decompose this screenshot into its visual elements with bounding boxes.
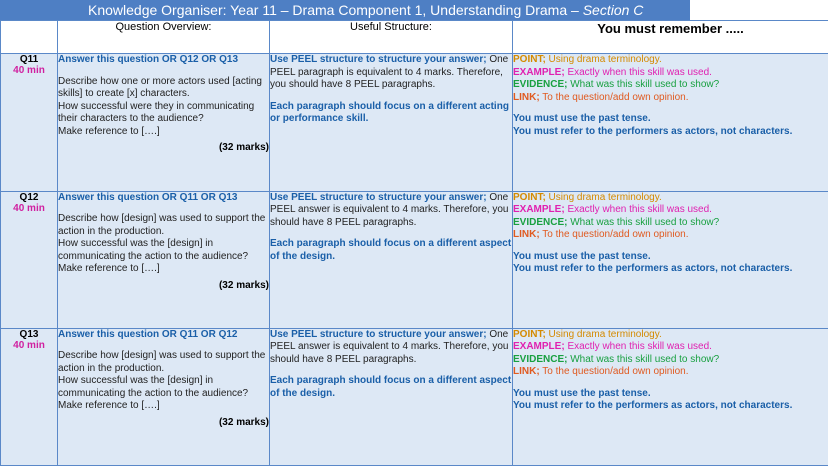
- remember-actors: You must refer to the performers as actors, not characters.: [513, 125, 793, 137]
- question-overview-cell: [58, 328, 270, 465]
- structure-detail: One PEEL answer is equivalent to 4 marks. Therefore, you should have 8 PEEL paragraphs.: [270, 191, 509, 228]
- answer-instruction: Answer this question OR Q11 OR Q12: [58, 328, 238, 340]
- remember-cell: [513, 54, 828, 191]
- question-overview-cell: [58, 54, 270, 191]
- structure-detail: One PEEL paragraph is equivalent to 4 marks. Therefore, you should have 8 PEEL paragraphs.: [270, 54, 509, 91]
- question-number: Q13: [19, 328, 39, 340]
- question-number-cell: [1, 328, 58, 465]
- question-marks: (32 marks): [218, 416, 269, 428]
- question-overview-cell: [58, 191, 270, 328]
- structure-focus: Each paragraph should focus on a different aspect of the design.: [270, 375, 512, 399]
- peel-evidence-text: What was this skill used to show?: [567, 79, 720, 91]
- organiser-table: [0, 20, 828, 466]
- question-reference: Make reference to [….]: [58, 400, 160, 412]
- question-time: 40 min: [13, 202, 45, 214]
- question-prompt: Describe how [design] was used to support the action in the production.: [58, 350, 266, 374]
- peel-example-text: Exactly when this skill was used.: [564, 66, 712, 78]
- peel-point-text: Using drama terminology.: [545, 191, 662, 203]
- structure-focus: Each paragraph should focus on a different acting or performance skill.: [270, 100, 509, 125]
- structure-focus: Each paragraph should focus on a different aspect of the design.: [270, 238, 512, 262]
- peel-evidence-label: EVIDENCE;: [513, 353, 568, 365]
- table-row-q11: [1, 54, 828, 191]
- remember-cell: [513, 328, 828, 465]
- header-structure: Useful Structure:: [270, 21, 513, 54]
- peel-example-label: EXAMPLE;: [513, 341, 565, 353]
- structure-instruction: Use PEEL structure to structure your answer;: [270, 191, 487, 203]
- peel-point-label: POINT;: [513, 54, 546, 66]
- peel-point-label: POINT;: [513, 191, 546, 203]
- useful-structure-cell: [270, 54, 513, 191]
- question-prompt: Describe how one or more actors used [acting skills] to create [x] characters.: [58, 75, 262, 100]
- peel-point-text: Using drama terminology.: [545, 54, 662, 66]
- remember-past-tense: You must use the past tense.: [513, 250, 651, 262]
- peel-evidence-text: What was this skill used to show?: [567, 216, 720, 228]
- question-reference: Make reference to [….]: [58, 125, 160, 137]
- question-time: 40 min: [13, 339, 45, 351]
- header-row: [1, 21, 828, 54]
- header-remember: You must remember .....: [513, 21, 828, 54]
- table-row-q13: [1, 328, 828, 465]
- question-number-cell: [1, 54, 58, 191]
- header-overview: Question Overview:: [58, 21, 270, 54]
- peel-evidence-label: EVIDENCE;: [513, 216, 568, 228]
- peel-example-text: Exactly when this skill was used.: [564, 204, 712, 216]
- peel-link-text: To the question/add own opinion.: [539, 229, 689, 241]
- question-prompt-2: How successful were they in communicating their characters to the audience?: [58, 100, 255, 125]
- remember-past-tense: You must use the past tense.: [513, 113, 651, 125]
- peel-evidence-text: What was this skill used to show?: [567, 353, 720, 365]
- answer-instruction: Answer this question OR Q12 OR Q13: [58, 54, 239, 66]
- peel-example-label: EXAMPLE;: [513, 66, 565, 78]
- peel-evidence-label: EVIDENCE;: [513, 79, 568, 91]
- remember-cell: [513, 191, 828, 328]
- peel-link-label: LINK;: [513, 366, 540, 378]
- peel-link-label: LINK;: [513, 229, 540, 241]
- question-number: Q11: [19, 54, 39, 66]
- structure-instruction: Use PEEL structure to structure your answer;: [270, 328, 487, 340]
- page-title-banner: [0, 0, 690, 20]
- question-prompt-2: How successful was the [design] in communicating the action to the audience?: [58, 238, 249, 262]
- peel-point-text: Using drama terminology.: [545, 328, 662, 340]
- structure-detail: One PEEL answer is equivalent to 4 marks. Therefore, you should have 8 PEEL paragraphs.: [270, 328, 509, 365]
- remember-past-tense: You must use the past tense.: [513, 387, 651, 399]
- answer-instruction: Answer this question OR Q11 OR Q13: [58, 191, 238, 203]
- question-number: Q12: [19, 191, 39, 203]
- question-number-cell: [1, 191, 58, 328]
- question-marks: (32 marks): [218, 279, 269, 291]
- peel-example-text: Exactly when this skill was used.: [564, 341, 712, 353]
- useful-structure-cell: [270, 191, 513, 328]
- question-time: 40 min: [13, 65, 45, 77]
- structure-instruction: Use PEEL structure to structure your answer;: [270, 54, 487, 66]
- question-reference: Make reference to [….]: [58, 263, 160, 275]
- peel-point-label: POINT;: [513, 328, 546, 340]
- peel-example-label: EXAMPLE;: [513, 204, 565, 216]
- page-title: Knowledge Organiser: Year 11 – Drama Component 1, Understanding Drama –: [88, 2, 583, 18]
- table-row-q12: [1, 191, 828, 328]
- question-prompt-2: How successful was the [design] in communicating the action to the audience?: [58, 375, 249, 399]
- question-marks: (32 marks): [218, 142, 269, 154]
- useful-structure-cell: [270, 328, 513, 465]
- page-title-section: Section C: [582, 2, 644, 18]
- header-blank: [1, 21, 58, 54]
- peel-link-label: LINK;: [513, 91, 540, 103]
- peel-link-text: To the question/add own opinion.: [539, 91, 689, 103]
- question-prompt: Describe how [design] was used to support the action in the production.: [58, 213, 266, 237]
- remember-actors: You must refer to the performers as actors, not characters.: [513, 263, 793, 275]
- peel-link-text: To the question/add own opinion.: [539, 366, 689, 378]
- remember-actors: You must refer to the performers as actors, not characters.: [513, 400, 793, 412]
